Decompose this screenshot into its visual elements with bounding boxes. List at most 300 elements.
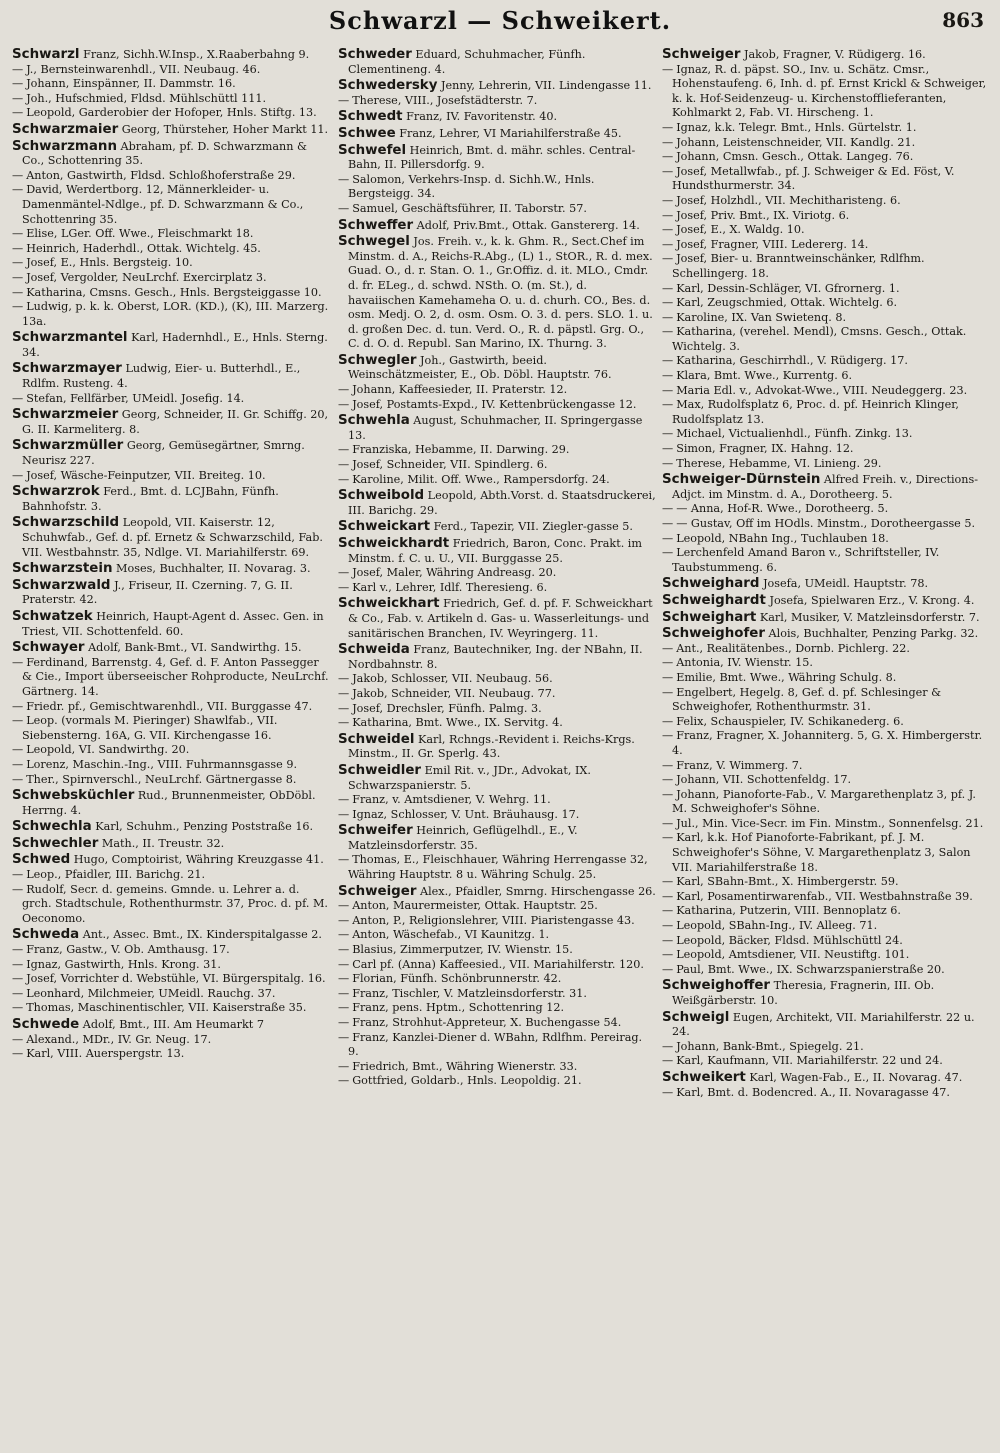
directory-entry-surname xyxy=(12,610,332,639)
entry-details: , Maler, Währing Andreasg. 20. xyxy=(379,566,557,580)
entry-name: Schwegel xyxy=(338,234,410,250)
entry-name: Schwarzmann xyxy=(12,138,117,154)
directory-entry-surname xyxy=(662,473,992,502)
entry-name: Schwedt xyxy=(338,109,403,125)
entry-dash: — xyxy=(12,1047,24,1061)
entry-name: Schweidel xyxy=(338,731,415,747)
entry-name: Johann xyxy=(676,787,716,801)
directory-entry xyxy=(12,92,332,107)
entry-name: Schwegler xyxy=(338,352,417,368)
entry-dash: — xyxy=(12,743,24,757)
directory-entry xyxy=(662,427,992,442)
entry-name: Leopold xyxy=(676,933,722,947)
entry-name: Ignaz xyxy=(676,62,708,76)
entry-name: Schweigl xyxy=(662,1009,730,1025)
entry-name: Antonia xyxy=(676,656,721,670)
entry-dash: — xyxy=(662,831,674,845)
entry-details: Alex., Pfaidler, Smrng. Hirschengasse 26. xyxy=(416,884,656,898)
entry-dash: — xyxy=(338,566,350,580)
entry-details: Heinrich, Geflügelhdl., E., V. Matzleinsdorferstr. 35. xyxy=(348,824,578,852)
entry-dash: — xyxy=(662,889,674,903)
entry-name: Schweickhardt xyxy=(338,536,450,551)
entry-name: Maria xyxy=(676,383,710,397)
entry-dash: — xyxy=(662,517,674,530)
directory-entry xyxy=(662,656,992,671)
entry-details: , VIII., Josefstädterstr. 7. xyxy=(397,93,538,107)
directory-entry xyxy=(662,354,992,369)
entry-name: Josef xyxy=(676,164,704,178)
entry-dash: — xyxy=(12,882,24,896)
entry-details: , Fragner, X. Johanniterg. 5, G. X. Himbergerstr. 4. xyxy=(672,729,983,757)
entry-name: Schwee xyxy=(338,125,396,141)
entry-details: , Schneider, VII. Neubaug. 77. xyxy=(384,686,556,700)
directory-entry xyxy=(662,311,992,326)
entry-name: Leopold xyxy=(26,106,72,120)
directory-entry xyxy=(662,919,992,934)
directory-entry xyxy=(338,1016,656,1031)
entry-details: Karl, Wagen-Fab., E., II. Novarag. 47. xyxy=(745,1070,963,1084)
entry-details: , Bmt. Wwe., Kurrentg. 6. xyxy=(706,369,853,383)
entry-details: , Priv. Bmt., IX. Viriotg. 6. xyxy=(703,208,850,222)
entry-details: Karl, Rchngs.-Revident i. Reichs-Krgs. Minstm., II. Gr. Sperlg. 43. xyxy=(348,732,635,761)
directory-entry xyxy=(338,94,656,109)
entry-details: , Kanzlei-Diener d. WBahn, Rdlfhm. Pereirag. 9. xyxy=(348,1030,643,1059)
entry-details: , Postamts-Expd., IV. Kettenbrückengasse 12. xyxy=(379,397,637,411)
directory-entry xyxy=(662,1040,992,1055)
entry-details: Alois, Buchhalter, Penzing Parkg. 32. xyxy=(765,627,979,641)
entry-details: , Verkehrs-Insp. d. Sichh.W., Hnls. Bergsteigg. 34. xyxy=(348,172,595,201)
directory-entry xyxy=(338,687,656,702)
entry-name: Leopold xyxy=(676,919,722,933)
entry-details: , Bmt. Wwe., IX. Schwarzspanierstraße 20. xyxy=(700,962,945,976)
entry-details: , Bmt. Wwe., IX. Servitg. 4. xyxy=(408,716,563,730)
directory-entry xyxy=(662,238,992,253)
entry-dash: — xyxy=(662,1054,674,1068)
entry-details: , Schauspieler, IV. Schikanederg. 6. xyxy=(703,714,904,728)
directory-entry xyxy=(338,473,656,488)
entry-name: Anton xyxy=(352,928,386,942)
directory-entry-surname xyxy=(12,140,332,169)
entry-details: , (verehel. Mendl), Cmsns. Gesch., Ottak. Wichtelg. 3. xyxy=(672,325,967,353)
entry-name: Karl xyxy=(676,1054,701,1068)
entry-name: Franz xyxy=(352,793,386,807)
directory-entry xyxy=(338,853,656,882)
entry-details: Amand Baron v., Schriftsteller, IV. Taubstummeng. 6. xyxy=(672,546,940,574)
directory-entry xyxy=(662,686,992,715)
entry-details: , Bmt. Wwe., Währing Schulg. 8. xyxy=(712,670,897,684)
entry-details: , Gastw., V. Ob. Amthausg. 17. xyxy=(59,943,230,957)
entry-name: Josef xyxy=(352,701,380,715)
directory-entry-surname xyxy=(338,537,656,566)
entry-name: Schweifer xyxy=(338,823,413,839)
entry-dash: — xyxy=(338,853,350,867)
directory-entry xyxy=(662,875,992,890)
directory-entry xyxy=(662,948,992,963)
directory-entry xyxy=(338,972,656,987)
entry-dash: — xyxy=(338,1059,350,1073)
entry-details: (vormals M. Pieringer) Shawlfab., VII. Siebensterng. 16A, G. VII. Kirchengasse 16. xyxy=(22,714,278,742)
entry-dash: — xyxy=(338,986,350,1000)
directory-entry xyxy=(662,517,992,532)
entry-details: , Werdertborg. 12, Männerkleider- u. Damenmäntel-Ndlge., pf. D. Schwarzmann & Co., Schottenring 35. xyxy=(22,183,304,226)
entry-details: , Geschirrhdl., V. Rüdigerg. 17. xyxy=(732,354,908,368)
entry-details: Franz, Bautechniker, Ing. der NBahn, II. Nordbahnstr. 8. xyxy=(348,643,643,671)
entry-details: , E., X. Waldg. 10. xyxy=(703,223,805,237)
entry-name: Johann xyxy=(676,150,716,164)
directory-entry xyxy=(338,716,656,731)
directory-entry xyxy=(662,817,992,832)
entry-dash: — xyxy=(662,546,674,560)
entry-name: Jakob xyxy=(352,672,385,686)
entry-dash: — xyxy=(662,120,674,134)
entry-dash: — xyxy=(12,106,24,120)
directory-entry-surname xyxy=(12,48,332,63)
entry-details: , Milit. Off. Wwe., Rampersdorfg. 24. xyxy=(400,472,610,486)
entry-details: Friedrich, Gef. d. pf. F. Schweickhart & Co., Fab. v. Artikeln d. Gas- u. Wasserleitungs- und sanitärischen Branchen, IV. Weyringerg. 11. xyxy=(348,597,653,640)
entry-name: Josef xyxy=(676,252,704,266)
entry-name: Anton xyxy=(26,168,60,182)
directory-entry xyxy=(662,194,992,209)
entry-details: , Hof-R. Wwe., Dorotheerg. 5. xyxy=(720,502,889,516)
directory-entry xyxy=(12,242,332,257)
directory-entry xyxy=(662,442,992,457)
directory-entry-surname xyxy=(662,611,992,626)
entry-name: Karl xyxy=(676,831,701,845)
entry-details: , VI. Sandwirthg. 20. xyxy=(71,743,190,757)
entry-name: Ther. xyxy=(26,772,56,786)
entry-dash: — xyxy=(12,285,24,299)
entry-name: Samuel xyxy=(352,201,395,215)
directory-entry xyxy=(338,1074,656,1089)
entry-dash: — xyxy=(662,641,674,655)
entry-name: Salomon xyxy=(352,172,402,186)
entry-dash: — xyxy=(662,773,674,787)
entry-details: , k.k. Hof Pianoforte-Fabrikant, pf. J. M. Schweighofer's Söhne, V. Margarethenplatz 3, Salon VII. Mariahilferstraße 18. xyxy=(672,831,971,874)
entry-details: , Pfaidler, III. Barichg. 21. xyxy=(57,868,206,882)
directory-entry xyxy=(12,469,332,484)
entry-name: Katharina xyxy=(352,716,409,730)
entry-details: Josefa, Spielwaren Erz., V. Krong. 4. xyxy=(765,593,975,607)
directory-entry-surname xyxy=(338,489,656,518)
entry-details: Georg, Gemüsegärtner, Smrng. Neurisz 227. xyxy=(22,439,305,468)
entry-name: Heinrich xyxy=(26,241,76,255)
entry-details: , SBahn-Ing., IV. Alleeg. 71. xyxy=(721,919,878,933)
entry-dash: — xyxy=(662,656,674,670)
entry-dash: — xyxy=(662,252,674,266)
directory-entry xyxy=(662,759,992,774)
entry-dash: — xyxy=(662,1039,674,1053)
entry-details: , pens. Hptm., Schottenring 12. xyxy=(385,1001,565,1015)
directory-entry xyxy=(662,63,992,121)
entry-details: Adolf, Bank-Bmt., VI. Sandwirthg. 15. xyxy=(84,641,302,655)
entry-dash: — xyxy=(662,531,674,545)
directory-entry xyxy=(662,715,992,730)
directory-entry-surname xyxy=(12,123,332,138)
entry-details: Karl, Musiker, V. Matzleinsdorferstr. 7. xyxy=(756,610,980,624)
entry-details: Adolf, Priv.Bmt., Ottak. Ganstererg. 14. xyxy=(413,218,640,232)
entry-name: Ignaz xyxy=(26,957,58,971)
entry-name: Paul xyxy=(676,962,701,976)
directory-entry-surname xyxy=(338,643,656,672)
entry-name: Leopold xyxy=(676,948,722,962)
directory-entry xyxy=(12,743,332,758)
entry-dash: — xyxy=(12,1001,24,1015)
entry-details: , Vorrichter d. Webstühle, VI. Bürgerspitalg. 16. xyxy=(53,972,326,986)
entry-details: Leopold, Abth.Vorst. d. Staatsdruckerei, III. Barichg. 29. xyxy=(348,489,656,517)
page-header xyxy=(0,0,1000,44)
entry-details: Friedrich, Baron, Conc. Prakt. im Minstm. f. C. u. U., VII. Burggasse 25. xyxy=(348,537,642,565)
entry-name: Michael xyxy=(676,427,722,441)
directory-entry xyxy=(12,987,332,1002)
entry-dash: — xyxy=(338,172,350,186)
entry-details: , Fellfärber, UMeidl. Josefig. 14. xyxy=(62,391,245,405)
entry-details: , Cmsns. Gesch., Hnls. Bergsteiggasse 10. xyxy=(82,285,322,299)
entry-details: Jakob, Fragner, V. Rüdigerg. 16. xyxy=(740,48,926,61)
directory-entry-surname xyxy=(338,127,656,142)
directory-entry xyxy=(662,890,992,905)
entry-name: Schweffer xyxy=(338,217,414,233)
entry-details: Georg, Schneider, II. Gr. Schiffg. 20, G. II. Karmeliterg. 8. xyxy=(22,408,329,436)
entry-details: Math., II. Treustr. 32. xyxy=(98,836,225,850)
entry-dash: — xyxy=(662,296,674,310)
entry-details: Franz, Sichh.W.Insp., X.Raaberbahng 9. xyxy=(79,48,310,61)
directory-entry xyxy=(12,868,332,883)
entry-dash: — xyxy=(338,928,350,942)
entry-dash: — xyxy=(662,62,674,76)
directory-entry xyxy=(338,943,656,958)
entry-dash: — xyxy=(662,948,674,962)
directory-entry xyxy=(12,1033,332,1048)
directory-entry xyxy=(338,928,656,943)
entry-details: , Putzerin, VIII. Bennoplatz 6. xyxy=(732,904,901,918)
entry-name: Johann xyxy=(676,1039,716,1053)
directory-entry-surname xyxy=(338,597,656,641)
directory-entry-surname xyxy=(338,79,656,94)
entry-details: , V. Wimmerg. 7. xyxy=(709,758,803,772)
entry-dash: — xyxy=(662,150,674,164)
directory-entry xyxy=(12,773,332,788)
entry-details: , Min. Vice-Secr. im Fin. Minstm., Sonnenfelsg. 21. xyxy=(695,816,984,830)
directory-entry xyxy=(662,209,992,224)
directory-entry xyxy=(662,384,992,399)
directory-entry xyxy=(662,963,992,978)
entry-name: Josef xyxy=(676,237,704,251)
entry-dash: — xyxy=(662,670,674,684)
entry-dash: — xyxy=(338,580,350,594)
directory-entry xyxy=(662,934,992,949)
entry-name: — Gustav xyxy=(676,517,729,530)
directory-entry xyxy=(12,286,332,301)
entry-name: Jul. xyxy=(676,816,696,830)
entry-details: Abraham, pf. D. Schwarzmann & Co., Schottenring 35. xyxy=(22,139,307,168)
entry-details: , Strohhut-Appreteur, X. Buchengasse 54. xyxy=(385,1016,622,1029)
entry-name: Joh. xyxy=(26,91,49,105)
directory-entry-surname xyxy=(338,235,656,352)
entry-dash: — xyxy=(338,1030,350,1044)
directory-entry xyxy=(662,831,992,875)
directory-entry xyxy=(12,883,332,927)
entry-details: , E., Fleischhauer, Währing Herrengasse 32, Währing Hauptstr. 8 u. Währing Schulg. 25. xyxy=(348,853,648,882)
directory-entry xyxy=(662,642,992,657)
directory-entry xyxy=(12,183,332,227)
directory-entry xyxy=(12,63,332,78)
entry-details: Emil Rit. v., JDr., Advokat, IX. Schwarzspanierstr. 5. xyxy=(348,763,591,792)
entry-dash: — xyxy=(662,816,674,830)
entry-name: Rudolf xyxy=(26,882,64,896)
directory-entry-surname xyxy=(662,1011,992,1040)
directory-entry xyxy=(12,1047,332,1062)
entry-name: Schweida xyxy=(338,642,410,658)
directory-entry xyxy=(338,958,656,973)
entry-details: Moses, Buchhalter, II. Novarag. 3. xyxy=(112,562,311,576)
entry-name: Katharina xyxy=(676,325,733,339)
directory-entry xyxy=(662,325,992,354)
directory-entry-surname xyxy=(338,219,656,234)
entry-dash: — xyxy=(338,443,350,457)
entry-dash: — xyxy=(662,875,674,889)
directory-entry xyxy=(662,369,992,384)
entry-details: , Hebamme, VI. Linieng. 29. xyxy=(721,456,882,470)
entry-name: Therese xyxy=(676,456,722,470)
entry-dash: — xyxy=(12,241,24,255)
directory-entry xyxy=(338,566,656,581)
directory-entry-surname xyxy=(12,485,332,514)
entry-details: Alfred Freih. v., Directions-Adjct. im Minstm. d. A., Dorotheerg. 5. xyxy=(672,473,979,501)
directory-entry xyxy=(12,943,332,958)
directory-entry-surname xyxy=(662,979,992,1008)
entry-dash: — xyxy=(338,397,350,411)
entry-name: Jakob xyxy=(352,686,385,700)
directory-entry-surname xyxy=(338,733,656,762)
entry-details: , Gastwirth, Fldsd. Schloßhoferstraße 29. xyxy=(59,168,296,182)
entry-dash: — xyxy=(662,398,674,412)
entry-dash: — xyxy=(662,369,674,383)
directory-entry xyxy=(662,546,992,575)
entry-name: Engelbert xyxy=(676,685,733,699)
entry-dash: — xyxy=(12,391,24,405)
entry-name: Schwechla xyxy=(12,819,92,835)
entry-details: Leopold, VII. Kaiserstr. 12, Schuhwfab., Gef. d. pf. Ernetz & Schwarzschild, Fab. VII. Westbahnstr. 35, Ndlge. VI. Mariahilferstr. 69. xyxy=(22,516,323,559)
entry-name: Karl xyxy=(676,1085,701,1099)
entry-name: J. xyxy=(26,62,34,76)
directory-entry xyxy=(12,700,332,715)
entry-name: Leonhard xyxy=(26,986,81,1000)
entry-details: Hugo, Comptoirist, Währing Kreuzgasse 41. xyxy=(70,853,324,867)
directory-entry-surname xyxy=(338,414,656,443)
entry-details: , Drechsler, Fünfh. Palmg. 3. xyxy=(379,701,542,715)
entry-name: Josef xyxy=(26,468,54,482)
entry-details: , VII. Schottenfeldg. 17. xyxy=(715,773,852,787)
entry-dash: — xyxy=(12,227,24,241)
entry-name: Schweighofer xyxy=(662,626,765,642)
entry-details: , Tischler, V. Matzleinsdorferstr. 31. xyxy=(385,986,587,1000)
directory-entry-surname xyxy=(662,1071,992,1086)
directory-entry xyxy=(662,252,992,281)
entry-details: J., Friseur, II. Czerning. 7, G. II. Praterstr. 42. xyxy=(22,578,293,607)
entry-details: , Geschäftsführer, II. Taborstr. 57. xyxy=(394,201,587,215)
entry-dash: — xyxy=(338,972,350,986)
directory-entry xyxy=(662,671,992,686)
directory-entry-surname xyxy=(12,562,332,577)
entry-name: Josef xyxy=(352,458,380,472)
entry-name: Schwarzstein xyxy=(12,561,113,577)
directory-entry xyxy=(338,1060,656,1075)
directory-entry xyxy=(662,136,992,151)
entry-dash: — xyxy=(338,899,350,913)
entry-name: Katharina xyxy=(26,285,83,299)
entry-name: Schweder xyxy=(338,47,412,62)
entry-name: Johann xyxy=(352,383,392,397)
entry-details: , Off im HOdls. Minstm., Dorotheergasse 5. xyxy=(728,517,976,530)
directory-entry xyxy=(12,300,332,329)
entry-dash: — xyxy=(12,62,24,76)
directory-entry xyxy=(662,788,992,817)
entry-name: David xyxy=(26,183,59,197)
entry-details: , Maschinentischler, VII. Kaiserstraße 35. xyxy=(70,1001,307,1015)
entry-dash: — xyxy=(662,208,674,222)
column-right xyxy=(662,46,992,1446)
entry-dash: — xyxy=(338,913,350,927)
entry-details: Georg, Thürsteher, Hoher Markt 11. xyxy=(118,122,329,136)
entry-details: Edl. v., Advokat-Wwe., VIII. Neudeggerg. 23. xyxy=(709,383,968,397)
entry-name: Schwebsküchler xyxy=(12,788,135,804)
entry-name: Schwarzmeier xyxy=(12,407,119,423)
entry-details: , Maurermeister, Ottak. Hauptstr. 25. xyxy=(385,899,598,913)
entry-details: , Bier- u. Branntweinschänker, Rdlfhm. Schellingerg. 18. xyxy=(672,252,925,280)
entry-name: Gottfried xyxy=(352,1074,404,1088)
entry-details: , Secr. d. gemeins. Gmnde. u. Lehrer a. d. grch. Stadtschule, Rothenthurmstr. 37, Proc. d. pf. M. Oeconomo. xyxy=(22,882,328,925)
entry-dash: — xyxy=(338,793,350,807)
entry-name: Schweda xyxy=(12,927,80,943)
entry-name: Josef xyxy=(676,208,704,222)
directory-entry xyxy=(338,808,656,823)
entry-name: Katharina xyxy=(676,904,733,918)
directory-entry xyxy=(662,457,992,472)
entry-details: pf., Gemischtwarenhdl., VII. Burggasse 47. xyxy=(64,699,313,713)
entry-dash: — xyxy=(338,1074,350,1088)
entry-dash: — xyxy=(12,986,24,1000)
entry-details: , Metallwfab., pf. J. Schweiger & Ed. Föst, V. Hundsthurmerstr. 34. xyxy=(672,164,955,193)
entry-details: v., Lehrer, Idlf. Theresieng. 6. xyxy=(376,580,548,594)
directory-entry xyxy=(12,714,332,743)
entry-dash: — xyxy=(12,868,24,882)
entry-name: Karl xyxy=(676,875,701,889)
entry-name: Emilie xyxy=(676,670,713,684)
entry-name: Karl xyxy=(26,1047,51,1061)
entry-dash: — xyxy=(12,468,24,482)
entry-details: , SBahn-Bmt., X. Himbergerstr. 59. xyxy=(700,875,899,889)
entry-dash: — xyxy=(338,1016,350,1029)
entry-dash: — xyxy=(662,933,674,947)
entry-name: Friedrich xyxy=(352,1059,406,1073)
entry-dash: — xyxy=(338,943,350,957)
entry-name: Schwede xyxy=(12,1017,80,1032)
entry-dash: — xyxy=(662,714,674,728)
entry-details: , IV. Wienstr. 15. xyxy=(720,656,813,670)
entry-details: , Schneider, VII. Spindlerg. 6. xyxy=(379,458,548,472)
entry-dash: — xyxy=(662,787,674,801)
entry-name: Karl xyxy=(676,296,701,310)
entry-name: Friedr. xyxy=(26,699,65,713)
entry-dash: — xyxy=(662,685,674,699)
entry-details: Theresia, Fragnerin, III. Ob. Weißgärberstr. 10. xyxy=(672,979,935,1007)
entry-dash: — xyxy=(338,1001,350,1015)
entry-dash: — xyxy=(12,714,24,728)
entry-name: Leopold xyxy=(26,743,72,757)
entry-name: Felix xyxy=(676,714,704,728)
entry-details: , Fünfh. Schönbrunnerstr. 42. xyxy=(393,972,562,986)
entry-name: Johann xyxy=(676,135,716,149)
